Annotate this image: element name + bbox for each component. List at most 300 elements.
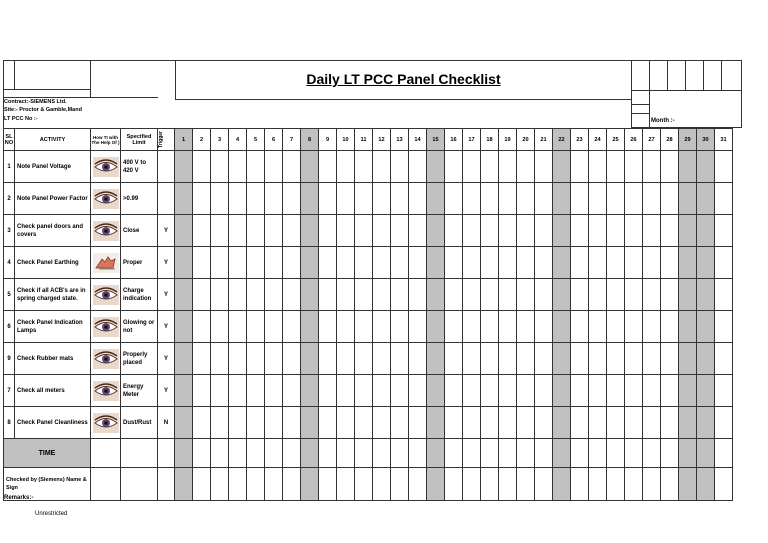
day-check-cell[interactable] <box>679 343 697 375</box>
day-check-cell[interactable] <box>625 407 643 439</box>
day-check-cell[interactable] <box>211 151 229 183</box>
day-check-cell[interactable] <box>571 215 589 247</box>
day-check-cell[interactable] <box>283 151 301 183</box>
day-check-cell[interactable] <box>499 183 517 215</box>
day-check-cell[interactable] <box>553 247 571 279</box>
day-check-cell[interactable] <box>499 407 517 439</box>
sign-cell[interactable] <box>391 468 409 501</box>
day-check-cell[interactable] <box>391 375 409 407</box>
day-check-cell[interactable] <box>283 279 301 311</box>
day-check-cell[interactable] <box>319 343 337 375</box>
day-check-cell[interactable] <box>445 375 463 407</box>
sign-cell[interactable] <box>373 468 391 501</box>
day-check-cell[interactable] <box>535 183 553 215</box>
day-check-cell[interactable] <box>319 407 337 439</box>
sign-cell[interactable] <box>517 468 535 501</box>
sign-cell[interactable] <box>679 468 697 501</box>
day-check-cell[interactable] <box>625 311 643 343</box>
day-check-cell[interactable] <box>301 215 319 247</box>
day-check-cell[interactable] <box>535 247 553 279</box>
day-check-cell[interactable] <box>175 311 193 343</box>
sign-cell[interactable] <box>607 468 625 501</box>
day-check-cell[interactable] <box>517 311 535 343</box>
day-check-cell[interactable] <box>229 279 247 311</box>
day-check-cell[interactable] <box>283 375 301 407</box>
day-check-cell[interactable] <box>463 183 481 215</box>
day-check-cell[interactable] <box>589 247 607 279</box>
day-check-cell[interactable] <box>499 375 517 407</box>
day-check-cell[interactable] <box>355 247 373 279</box>
day-check-cell[interactable] <box>265 247 283 279</box>
day-check-cell[interactable] <box>391 407 409 439</box>
sign-cell[interactable] <box>337 468 355 501</box>
day-check-cell[interactable] <box>697 343 715 375</box>
day-check-cell[interactable] <box>445 215 463 247</box>
day-check-cell[interactable] <box>319 279 337 311</box>
day-check-cell[interactable] <box>283 343 301 375</box>
day-check-cell[interactable] <box>445 343 463 375</box>
day-check-cell[interactable] <box>247 183 265 215</box>
day-check-cell[interactable] <box>337 215 355 247</box>
day-check-cell[interactable] <box>265 311 283 343</box>
day-check-cell[interactable] <box>679 247 697 279</box>
day-check-cell[interactable] <box>517 183 535 215</box>
day-check-cell[interactable] <box>229 215 247 247</box>
day-check-cell[interactable] <box>481 343 499 375</box>
day-check-cell[interactable] <box>571 375 589 407</box>
day-check-cell[interactable] <box>229 343 247 375</box>
day-check-cell[interactable] <box>409 247 427 279</box>
day-check-cell[interactable] <box>481 407 499 439</box>
day-check-cell[interactable] <box>463 151 481 183</box>
day-check-cell[interactable] <box>463 247 481 279</box>
day-check-cell[interactable] <box>535 151 553 183</box>
day-check-cell[interactable] <box>283 247 301 279</box>
day-check-cell[interactable] <box>211 311 229 343</box>
day-check-cell[interactable] <box>355 183 373 215</box>
day-check-cell[interactable] <box>643 183 661 215</box>
day-check-cell[interactable] <box>553 375 571 407</box>
day-check-cell[interactable] <box>661 151 679 183</box>
day-check-cell[interactable] <box>481 215 499 247</box>
day-check-cell[interactable] <box>373 151 391 183</box>
day-check-cell[interactable] <box>211 407 229 439</box>
time-cell[interactable] <box>553 439 571 468</box>
time-cell[interactable] <box>391 439 409 468</box>
day-check-cell[interactable] <box>517 151 535 183</box>
day-check-cell[interactable] <box>679 215 697 247</box>
day-check-cell[interactable] <box>193 151 211 183</box>
sign-cell[interactable] <box>499 468 517 501</box>
day-check-cell[interactable] <box>391 311 409 343</box>
day-check-cell[interactable] <box>265 279 283 311</box>
day-check-cell[interactable] <box>625 343 643 375</box>
day-check-cell[interactable] <box>571 343 589 375</box>
day-check-cell[interactable] <box>355 375 373 407</box>
day-check-cell[interactable] <box>301 375 319 407</box>
sign-cell[interactable] <box>247 468 265 501</box>
day-check-cell[interactable] <box>355 311 373 343</box>
sign-cell[interactable] <box>427 468 445 501</box>
day-check-cell[interactable] <box>211 343 229 375</box>
sign-cell[interactable] <box>283 468 301 501</box>
day-check-cell[interactable] <box>445 151 463 183</box>
day-check-cell[interactable] <box>427 151 445 183</box>
day-check-cell[interactable] <box>373 407 391 439</box>
day-check-cell[interactable] <box>427 215 445 247</box>
sign-cell[interactable] <box>409 468 427 501</box>
day-check-cell[interactable] <box>463 407 481 439</box>
day-check-cell[interactable] <box>373 215 391 247</box>
day-check-cell[interactable] <box>427 279 445 311</box>
day-check-cell[interactable] <box>427 311 445 343</box>
day-check-cell[interactable] <box>193 279 211 311</box>
day-check-cell[interactable] <box>283 311 301 343</box>
day-check-cell[interactable] <box>373 183 391 215</box>
time-cell[interactable] <box>319 439 337 468</box>
sign-cell[interactable] <box>355 468 373 501</box>
day-check-cell[interactable] <box>571 311 589 343</box>
day-check-cell[interactable] <box>265 151 283 183</box>
day-check-cell[interactable] <box>643 151 661 183</box>
sign-cell[interactable] <box>643 468 661 501</box>
day-check-cell[interactable] <box>211 375 229 407</box>
day-check-cell[interactable] <box>175 279 193 311</box>
day-check-cell[interactable] <box>229 247 247 279</box>
day-check-cell[interactable] <box>643 247 661 279</box>
day-check-cell[interactable] <box>697 151 715 183</box>
day-check-cell[interactable] <box>175 215 193 247</box>
day-check-cell[interactable] <box>589 151 607 183</box>
day-check-cell[interactable] <box>409 215 427 247</box>
day-check-cell[interactable] <box>625 279 643 311</box>
time-cell[interactable] <box>499 439 517 468</box>
day-check-cell[interactable] <box>499 247 517 279</box>
day-check-cell[interactable] <box>373 375 391 407</box>
day-check-cell[interactable] <box>517 279 535 311</box>
day-check-cell[interactable] <box>301 279 319 311</box>
day-check-cell[interactable] <box>175 183 193 215</box>
day-check-cell[interactable] <box>679 279 697 311</box>
day-check-cell[interactable] <box>697 375 715 407</box>
day-check-cell[interactable] <box>661 343 679 375</box>
day-check-cell[interactable] <box>247 311 265 343</box>
day-check-cell[interactable] <box>517 407 535 439</box>
day-check-cell[interactable] <box>337 375 355 407</box>
day-check-cell[interactable] <box>247 151 265 183</box>
day-check-cell[interactable] <box>625 151 643 183</box>
day-check-cell[interactable] <box>391 183 409 215</box>
day-check-cell[interactable] <box>373 279 391 311</box>
day-check-cell[interactable] <box>679 183 697 215</box>
time-cell[interactable] <box>265 439 283 468</box>
day-check-cell[interactable] <box>535 407 553 439</box>
day-check-cell[interactable] <box>607 279 625 311</box>
day-check-cell[interactable] <box>409 343 427 375</box>
day-check-cell[interactable] <box>589 279 607 311</box>
day-check-cell[interactable] <box>283 407 301 439</box>
day-check-cell[interactable] <box>463 311 481 343</box>
day-check-cell[interactable] <box>337 151 355 183</box>
time-cell[interactable] <box>373 439 391 468</box>
day-check-cell[interactable] <box>517 375 535 407</box>
day-check-cell[interactable] <box>715 375 733 407</box>
day-check-cell[interactable] <box>175 343 193 375</box>
day-check-cell[interactable] <box>319 247 337 279</box>
day-check-cell[interactable] <box>427 343 445 375</box>
day-check-cell[interactable] <box>391 215 409 247</box>
day-check-cell[interactable] <box>247 247 265 279</box>
sign-cell[interactable] <box>463 468 481 501</box>
day-check-cell[interactable] <box>553 407 571 439</box>
sign-cell[interactable] <box>229 468 247 501</box>
day-check-cell[interactable] <box>301 247 319 279</box>
time-cell[interactable] <box>247 439 265 468</box>
day-check-cell[interactable] <box>499 215 517 247</box>
day-check-cell[interactable] <box>265 343 283 375</box>
day-check-cell[interactable] <box>229 407 247 439</box>
time-cell[interactable] <box>481 439 499 468</box>
day-check-cell[interactable] <box>211 183 229 215</box>
time-cell[interactable] <box>409 439 427 468</box>
day-check-cell[interactable] <box>337 311 355 343</box>
day-check-cell[interactable] <box>553 343 571 375</box>
day-check-cell[interactable] <box>697 247 715 279</box>
day-check-cell[interactable] <box>247 215 265 247</box>
day-check-cell[interactable] <box>607 375 625 407</box>
day-check-cell[interactable] <box>589 407 607 439</box>
day-check-cell[interactable] <box>337 247 355 279</box>
time-cell[interactable] <box>535 439 553 468</box>
day-check-cell[interactable] <box>355 279 373 311</box>
time-cell[interactable] <box>175 439 193 468</box>
sign-cell[interactable] <box>319 468 337 501</box>
time-cell[interactable] <box>697 439 715 468</box>
day-check-cell[interactable] <box>553 311 571 343</box>
day-check-cell[interactable] <box>211 215 229 247</box>
day-check-cell[interactable] <box>391 279 409 311</box>
day-check-cell[interactable] <box>193 247 211 279</box>
day-check-cell[interactable] <box>481 247 499 279</box>
day-check-cell[interactable] <box>697 215 715 247</box>
day-check-cell[interactable] <box>697 407 715 439</box>
day-check-cell[interactable] <box>571 151 589 183</box>
day-check-cell[interactable] <box>715 343 733 375</box>
time-cell[interactable] <box>589 439 607 468</box>
day-check-cell[interactable] <box>661 375 679 407</box>
day-check-cell[interactable] <box>715 279 733 311</box>
day-check-cell[interactable] <box>193 343 211 375</box>
day-check-cell[interactable] <box>607 151 625 183</box>
day-check-cell[interactable] <box>175 151 193 183</box>
sign-cell[interactable] <box>589 468 607 501</box>
day-check-cell[interactable] <box>553 215 571 247</box>
day-check-cell[interactable] <box>193 407 211 439</box>
day-check-cell[interactable] <box>445 247 463 279</box>
time-cell[interactable] <box>445 439 463 468</box>
day-check-cell[interactable] <box>301 183 319 215</box>
day-check-cell[interactable] <box>715 311 733 343</box>
day-check-cell[interactable] <box>265 407 283 439</box>
day-check-cell[interactable] <box>463 279 481 311</box>
time-cell[interactable] <box>283 439 301 468</box>
day-check-cell[interactable] <box>445 183 463 215</box>
day-check-cell[interactable] <box>247 279 265 311</box>
day-check-cell[interactable] <box>661 407 679 439</box>
day-check-cell[interactable] <box>427 183 445 215</box>
day-check-cell[interactable] <box>373 247 391 279</box>
day-check-cell[interactable] <box>589 215 607 247</box>
day-check-cell[interactable] <box>337 343 355 375</box>
time-cell[interactable] <box>625 439 643 468</box>
day-check-cell[interactable] <box>391 151 409 183</box>
day-check-cell[interactable] <box>175 247 193 279</box>
day-check-cell[interactable] <box>337 183 355 215</box>
day-check-cell[interactable] <box>535 279 553 311</box>
day-check-cell[interactable] <box>571 407 589 439</box>
day-check-cell[interactable] <box>625 183 643 215</box>
sign-cell[interactable] <box>661 468 679 501</box>
day-check-cell[interactable] <box>715 183 733 215</box>
day-check-cell[interactable] <box>193 183 211 215</box>
day-check-cell[interactable] <box>607 183 625 215</box>
day-check-cell[interactable] <box>643 215 661 247</box>
day-check-cell[interactable] <box>445 279 463 311</box>
day-check-cell[interactable] <box>409 375 427 407</box>
day-check-cell[interactable] <box>517 343 535 375</box>
day-check-cell[interactable] <box>265 215 283 247</box>
sign-cell[interactable] <box>211 468 229 501</box>
day-check-cell[interactable] <box>535 215 553 247</box>
day-check-cell[interactable] <box>211 247 229 279</box>
day-check-cell[interactable] <box>643 343 661 375</box>
day-check-cell[interactable] <box>463 375 481 407</box>
day-check-cell[interactable] <box>571 279 589 311</box>
day-check-cell[interactable] <box>409 407 427 439</box>
day-check-cell[interactable] <box>661 183 679 215</box>
day-check-cell[interactable] <box>283 215 301 247</box>
sign-cell[interactable] <box>697 468 715 501</box>
day-check-cell[interactable] <box>715 407 733 439</box>
day-check-cell[interactable] <box>301 311 319 343</box>
day-check-cell[interactable] <box>679 407 697 439</box>
day-check-cell[interactable] <box>715 215 733 247</box>
day-check-cell[interactable] <box>229 375 247 407</box>
day-check-cell[interactable] <box>481 279 499 311</box>
time-cell[interactable] <box>337 439 355 468</box>
day-check-cell[interactable] <box>481 375 499 407</box>
day-check-cell[interactable] <box>607 407 625 439</box>
day-check-cell[interactable] <box>535 375 553 407</box>
day-check-cell[interactable] <box>715 247 733 279</box>
day-check-cell[interactable] <box>661 311 679 343</box>
time-cell[interactable] <box>211 439 229 468</box>
day-check-cell[interactable] <box>679 151 697 183</box>
day-check-cell[interactable] <box>589 343 607 375</box>
day-check-cell[interactable] <box>535 343 553 375</box>
day-check-cell[interactable] <box>517 247 535 279</box>
day-check-cell[interactable] <box>661 247 679 279</box>
day-check-cell[interactable] <box>643 407 661 439</box>
day-check-cell[interactable] <box>463 215 481 247</box>
day-check-cell[interactable] <box>265 183 283 215</box>
day-check-cell[interactable] <box>679 311 697 343</box>
sign-cell[interactable] <box>193 468 211 501</box>
day-check-cell[interactable] <box>589 183 607 215</box>
day-check-cell[interactable] <box>553 183 571 215</box>
day-check-cell[interactable] <box>409 279 427 311</box>
sign-cell[interactable] <box>445 468 463 501</box>
day-check-cell[interactable] <box>481 151 499 183</box>
day-check-cell[interactable] <box>175 407 193 439</box>
day-check-cell[interactable] <box>571 183 589 215</box>
day-check-cell[interactable] <box>373 311 391 343</box>
day-check-cell[interactable] <box>193 311 211 343</box>
day-check-cell[interactable] <box>319 311 337 343</box>
time-cell[interactable] <box>229 439 247 468</box>
day-check-cell[interactable] <box>499 343 517 375</box>
day-check-cell[interactable] <box>553 151 571 183</box>
time-cell[interactable] <box>463 439 481 468</box>
day-check-cell[interactable] <box>193 375 211 407</box>
day-check-cell[interactable] <box>175 375 193 407</box>
day-check-cell[interactable] <box>625 215 643 247</box>
day-check-cell[interactable] <box>247 375 265 407</box>
day-check-cell[interactable] <box>715 151 733 183</box>
day-check-cell[interactable] <box>697 311 715 343</box>
day-check-cell[interactable] <box>499 311 517 343</box>
sign-cell[interactable] <box>301 468 319 501</box>
day-check-cell[interactable] <box>211 279 229 311</box>
day-check-cell[interactable] <box>661 279 679 311</box>
sign-cell[interactable] <box>535 468 553 501</box>
day-check-cell[interactable] <box>337 279 355 311</box>
day-check-cell[interactable] <box>427 247 445 279</box>
day-check-cell[interactable] <box>535 311 553 343</box>
time-cell[interactable] <box>301 439 319 468</box>
day-check-cell[interactable] <box>481 183 499 215</box>
sign-cell[interactable] <box>571 468 589 501</box>
day-check-cell[interactable] <box>301 343 319 375</box>
day-check-cell[interactable] <box>355 215 373 247</box>
day-check-cell[interactable] <box>553 279 571 311</box>
day-check-cell[interactable] <box>247 407 265 439</box>
day-check-cell[interactable] <box>643 311 661 343</box>
day-check-cell[interactable] <box>499 279 517 311</box>
time-cell[interactable] <box>607 439 625 468</box>
time-cell[interactable] <box>643 439 661 468</box>
day-check-cell[interactable] <box>445 311 463 343</box>
day-check-cell[interactable] <box>355 407 373 439</box>
day-check-cell[interactable] <box>697 279 715 311</box>
time-cell[interactable] <box>661 439 679 468</box>
day-check-cell[interactable] <box>427 407 445 439</box>
day-check-cell[interactable] <box>229 151 247 183</box>
day-check-cell[interactable] <box>265 375 283 407</box>
time-cell[interactable] <box>427 439 445 468</box>
sign-cell[interactable] <box>625 468 643 501</box>
sign-cell[interactable] <box>715 468 733 501</box>
day-check-cell[interactable] <box>679 375 697 407</box>
day-check-cell[interactable] <box>391 247 409 279</box>
time-cell[interactable] <box>571 439 589 468</box>
day-check-cell[interactable] <box>625 375 643 407</box>
sign-cell[interactable] <box>265 468 283 501</box>
day-check-cell[interactable] <box>661 215 679 247</box>
day-check-cell[interactable] <box>283 183 301 215</box>
day-check-cell[interactable] <box>625 247 643 279</box>
day-check-cell[interactable] <box>337 407 355 439</box>
